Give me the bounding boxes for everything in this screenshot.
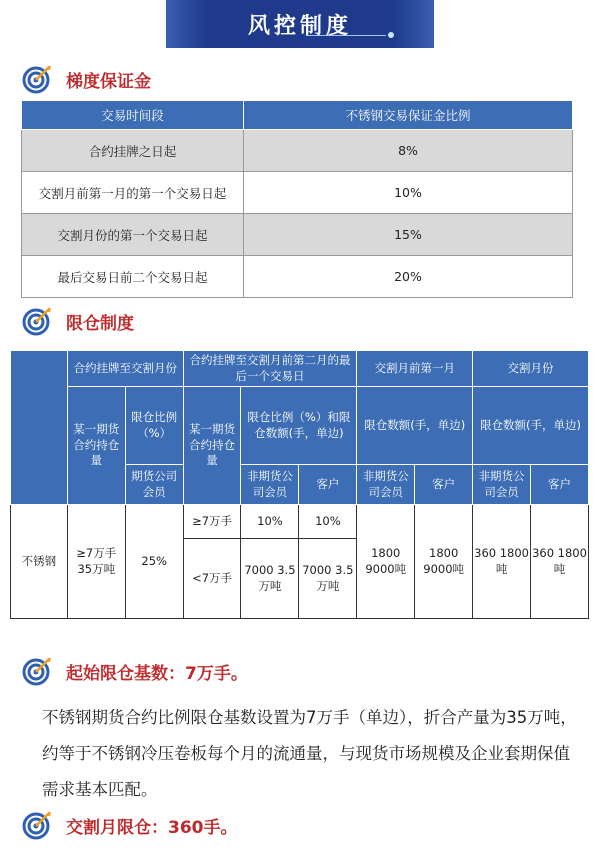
section-title: 交割月限仓：360手。 bbox=[66, 817, 238, 838]
column-header: 客户 bbox=[531, 465, 589, 505]
target-icon bbox=[22, 64, 52, 94]
table-cell: ≥7万手 bbox=[183, 505, 241, 539]
column-header: 限仓数额(手，单边) bbox=[357, 387, 473, 465]
position-limit-table bbox=[10, 350, 589, 619]
table-cell: 10% bbox=[299, 505, 357, 539]
table-row bbox=[22, 214, 573, 256]
section-position-limit bbox=[22, 306, 134, 336]
column-header: 限仓数额(手，单边) bbox=[473, 387, 589, 465]
banner-dot bbox=[388, 32, 394, 38]
table-cell: 360 1800吨 bbox=[473, 505, 531, 619]
section-gradient-margin bbox=[22, 64, 151, 94]
section-delivery-month-limit bbox=[22, 810, 238, 840]
table-header-row bbox=[22, 101, 573, 130]
table-cell: 7000 3.5万吨 bbox=[299, 539, 357, 619]
table-cell: 10% bbox=[241, 505, 299, 539]
banner-title: 风控制度 bbox=[247, 13, 352, 39]
table-cell: 25% bbox=[125, 505, 183, 619]
column-header: 某一期货合约持仓量 bbox=[67, 387, 125, 505]
target-icon bbox=[22, 656, 52, 686]
table-row bbox=[11, 505, 589, 539]
table-cell: 交割月份的第一个交易日起 bbox=[22, 214, 244, 256]
table-cell: 合约挂牌之日起 bbox=[22, 130, 244, 172]
table-row bbox=[22, 256, 573, 298]
column-header: 限仓比例（%） bbox=[125, 387, 183, 465]
banner-deco-left bbox=[166, 0, 206, 48]
section-title: 起始限仓基数：7万手。 bbox=[66, 663, 248, 684]
target-icon bbox=[22, 306, 52, 336]
banner bbox=[166, 0, 434, 48]
section-title: 梯度保证金 bbox=[66, 71, 151, 92]
table-header-row bbox=[11, 387, 589, 465]
column-header: 交易时间段 bbox=[22, 101, 244, 130]
column-header: 非期货公司会员 bbox=[473, 465, 531, 505]
table-cell: 8% bbox=[244, 130, 573, 172]
column-header: 合约挂牌至交割月前第二月的最后一个交易日 bbox=[183, 351, 357, 387]
column-header: 合约挂牌至交割月份 bbox=[67, 351, 183, 387]
table-cell: 最后交易日前二个交易日起 bbox=[22, 256, 244, 298]
table-cell: 10% bbox=[244, 172, 573, 214]
target-icon bbox=[22, 810, 52, 840]
margin-table bbox=[21, 100, 573, 298]
column-header: 非期货公司会员 bbox=[357, 465, 415, 505]
column-header: 交割月份 bbox=[473, 351, 589, 387]
product-cell: 不锈钢 bbox=[11, 505, 68, 619]
description-paragraph: 不锈钢期货合约比例限仓基数设置为7万手（单边），折合产量为35万吨，约等于不锈钢冷压卷板每个月的流通量，与现货市场规模及企业套期保值需求基本匹配。 bbox=[42, 708, 577, 799]
column-header: 客户 bbox=[299, 465, 357, 505]
table-cell: 15% bbox=[244, 214, 573, 256]
table-cell: 交割月前第一月的第一个交易日起 bbox=[22, 172, 244, 214]
table-row bbox=[22, 172, 573, 214]
table-cell: 7000 3.5万吨 bbox=[241, 539, 299, 619]
table-header-row bbox=[11, 351, 589, 387]
column-header: 期货公司会员 bbox=[125, 465, 183, 505]
table-cell: 1800 9000吨 bbox=[357, 505, 415, 619]
column-header: 某一期货合约持仓量 bbox=[183, 387, 241, 505]
column-header: 客户 bbox=[415, 465, 473, 505]
section-base-limit bbox=[22, 656, 248, 686]
table-cell: 1800 9000吨 bbox=[415, 505, 473, 619]
blank-header bbox=[11, 351, 68, 505]
table-cell: <7万手 bbox=[183, 539, 241, 619]
table-cell: 360 1800吨 bbox=[531, 505, 589, 619]
column-header: 不锈钢交易保证金比例 bbox=[244, 101, 573, 130]
column-header: 非期货公司会员 bbox=[241, 465, 299, 505]
banner-deco-right bbox=[394, 0, 434, 48]
column-header: 限仓比例（%）和限仓数额(手，单边) bbox=[241, 387, 357, 465]
table-cell: ≥7万手 35万吨 bbox=[67, 505, 125, 619]
table-row bbox=[22, 130, 573, 172]
column-header: 交割月前第一月 bbox=[357, 351, 473, 387]
section-title: 限仓制度 bbox=[66, 313, 134, 334]
table-cell: 20% bbox=[244, 256, 573, 298]
